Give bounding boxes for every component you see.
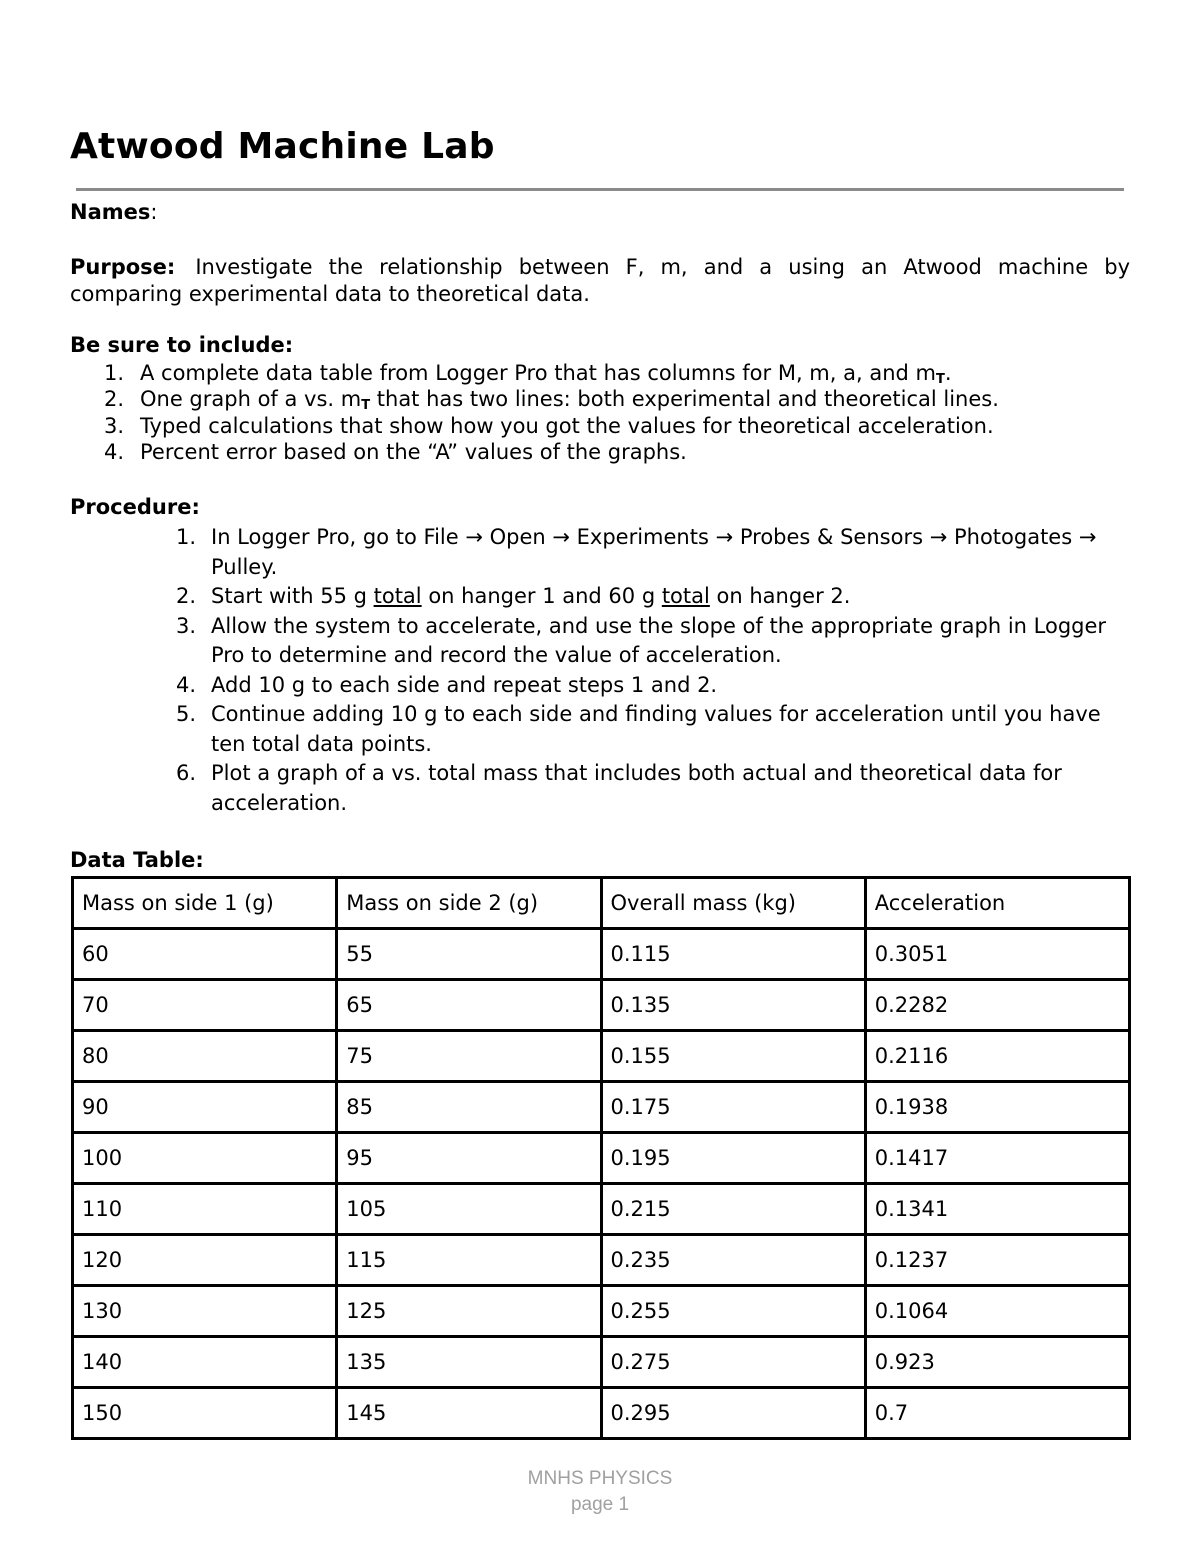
table-cell: 0.1938 bbox=[865, 1082, 1129, 1133]
list-item bbox=[104, 413, 999, 439]
include-heading: Be sure to include: bbox=[70, 333, 294, 357]
table-cell: 150 bbox=[73, 1388, 337, 1439]
underlined-word: total bbox=[373, 584, 422, 608]
table-cell: 0.1237 bbox=[865, 1235, 1129, 1286]
table-cell: 115 bbox=[337, 1235, 601, 1286]
procedure-heading: Procedure: bbox=[70, 495, 200, 519]
step-text: Plot a graph of a vs. total mass that includes both actual and theoretical data for acceleration. bbox=[211, 761, 1062, 815]
step-text: Add 10 g to each side and repeat steps 1 and 2. bbox=[211, 672, 718, 697]
table-cell: 135 bbox=[337, 1337, 601, 1388]
table-cell: 0.1341 bbox=[865, 1184, 1129, 1235]
purpose-label: Purpose: bbox=[70, 255, 176, 279]
table-cell: 55 bbox=[337, 929, 601, 980]
table-row bbox=[73, 1337, 1130, 1388]
table-cell: 100 bbox=[73, 1133, 337, 1184]
table-cell: 95 bbox=[337, 1133, 601, 1184]
procedure-step bbox=[176, 582, 1136, 612]
names-label: Names bbox=[70, 200, 151, 224]
table-row bbox=[73, 929, 1130, 980]
procedure-step bbox=[176, 612, 1136, 671]
table-row bbox=[73, 1235, 1130, 1286]
list-item bbox=[104, 360, 999, 386]
table-cell: 0.295 bbox=[601, 1388, 865, 1439]
procedure-list bbox=[176, 523, 1136, 818]
table-cell: 0.175 bbox=[601, 1082, 865, 1133]
table-row bbox=[73, 980, 1130, 1031]
table-cell: 0.115 bbox=[601, 929, 865, 980]
page-title: Atwood Machine Lab bbox=[70, 126, 495, 167]
table-row bbox=[73, 1286, 1130, 1337]
item-number: 1. bbox=[104, 361, 125, 385]
table-cell: 0.155 bbox=[601, 1031, 865, 1082]
item-text: One graph of a vs. m bbox=[140, 387, 362, 412]
list-item bbox=[104, 386, 999, 412]
table-cell: 85 bbox=[337, 1082, 601, 1133]
header-cell: Mass on side 2 (g) bbox=[337, 878, 601, 929]
table-cell: 0.1417 bbox=[865, 1133, 1129, 1184]
table-row bbox=[73, 1388, 1130, 1439]
table-cell: 145 bbox=[337, 1388, 601, 1439]
step-number: 2. bbox=[176, 584, 197, 608]
step-text: Continue adding 10 g to each side and finding values for acceleration until you have ten total data points. bbox=[211, 702, 1101, 756]
table-cell: 120 bbox=[73, 1235, 337, 1286]
table-cell: 0.2282 bbox=[865, 980, 1129, 1031]
footer-org: MNHS PHYSICS bbox=[527, 1468, 673, 1489]
table-cell: 130 bbox=[73, 1286, 337, 1337]
purpose-text: Investigate the relationship between F, m, and a using an Atwood machine by comparing experimental data to theoretical data. bbox=[70, 255, 1130, 306]
table-row bbox=[73, 1133, 1130, 1184]
include-list bbox=[104, 360, 999, 465]
data-table bbox=[71, 876, 1131, 1440]
title-divider bbox=[76, 188, 1124, 191]
header-cell: Acceleration bbox=[865, 878, 1129, 929]
table-cell: 80 bbox=[73, 1031, 337, 1082]
table-cell: 110 bbox=[73, 1184, 337, 1235]
purpose-paragraph bbox=[70, 254, 1130, 308]
subscript: T bbox=[361, 398, 371, 414]
procedure-step bbox=[176, 523, 1136, 582]
table-cell: 0.3051 bbox=[865, 929, 1129, 980]
item-text-end: . bbox=[944, 361, 952, 385]
item-text: Percent error based on the “A” values of the graphs. bbox=[140, 439, 687, 464]
table-cell: 0.195 bbox=[601, 1133, 865, 1184]
step-number: 5. bbox=[176, 702, 197, 726]
item-text-end: that has two lines: both experimental and theoretical lines. bbox=[370, 387, 999, 412]
table-cell: 105 bbox=[337, 1184, 601, 1235]
item-number: 4. bbox=[104, 439, 125, 464]
list-item bbox=[104, 439, 999, 465]
table-cell: 0.275 bbox=[601, 1337, 865, 1388]
item-number: 2. bbox=[104, 387, 125, 412]
table-header-row bbox=[73, 878, 1130, 929]
names-colon: : bbox=[150, 200, 158, 224]
table-cell: 0.2116 bbox=[865, 1031, 1129, 1082]
table-cell: 0.255 bbox=[601, 1286, 865, 1337]
subscript: T bbox=[935, 372, 945, 387]
header-cell: Mass on side 1 (g) bbox=[73, 878, 337, 929]
step-number: 3. bbox=[176, 613, 197, 638]
footer-page-number: page 1 bbox=[570, 1494, 630, 1515]
item-text: Typed calculations that show how you got the values for theoretical acceleration. bbox=[140, 413, 994, 438]
table-cell: 0.235 bbox=[601, 1235, 865, 1286]
procedure-step bbox=[176, 759, 1136, 818]
table-cell: 60 bbox=[73, 929, 337, 980]
table-cell: 70 bbox=[73, 980, 337, 1031]
table-cell: 140 bbox=[73, 1337, 337, 1388]
table-cell: 0.1064 bbox=[865, 1286, 1129, 1337]
step-text: Allow the system to accelerate, and use the slope of the appropriate graph in Logger Pro to determine and record the value of acceleration. bbox=[211, 613, 1107, 667]
table-cell: 65 bbox=[337, 980, 601, 1031]
table-cell: 90 bbox=[73, 1082, 337, 1133]
table-row bbox=[73, 1082, 1130, 1133]
names-line bbox=[70, 200, 157, 224]
table-cell: 125 bbox=[337, 1286, 601, 1337]
table-row bbox=[73, 1031, 1130, 1082]
table-cell: 0.135 bbox=[601, 980, 865, 1031]
table-cell: 0.215 bbox=[601, 1184, 865, 1235]
procedure-step bbox=[176, 700, 1136, 759]
step-text: Start with 55 g total on hanger 1 and 60 g total on hanger 2. bbox=[211, 584, 851, 608]
table-row bbox=[73, 1184, 1130, 1235]
table-cell: 0.7 bbox=[865, 1388, 1129, 1439]
step-number: 4. bbox=[176, 672, 197, 697]
step-number: 1. bbox=[176, 525, 197, 549]
underlined-word: total bbox=[661, 584, 710, 608]
header-cell: Overall mass (kg) bbox=[601, 878, 865, 929]
item-text: A complete data table from Logger Pro that has columns for M, m, a, and m bbox=[140, 361, 936, 385]
step-text: In Logger Pro, go to File → Open → Experiments → Probes & Sensors → Photogates → Pulley. bbox=[211, 525, 1097, 579]
table-cell: 75 bbox=[337, 1031, 601, 1082]
table-cell: 0.923 bbox=[865, 1337, 1129, 1388]
procedure-step bbox=[176, 671, 1136, 701]
step-number: 6. bbox=[176, 761, 197, 785]
item-number: 3. bbox=[104, 413, 125, 438]
data-table-heading: Data Table: bbox=[70, 848, 204, 872]
